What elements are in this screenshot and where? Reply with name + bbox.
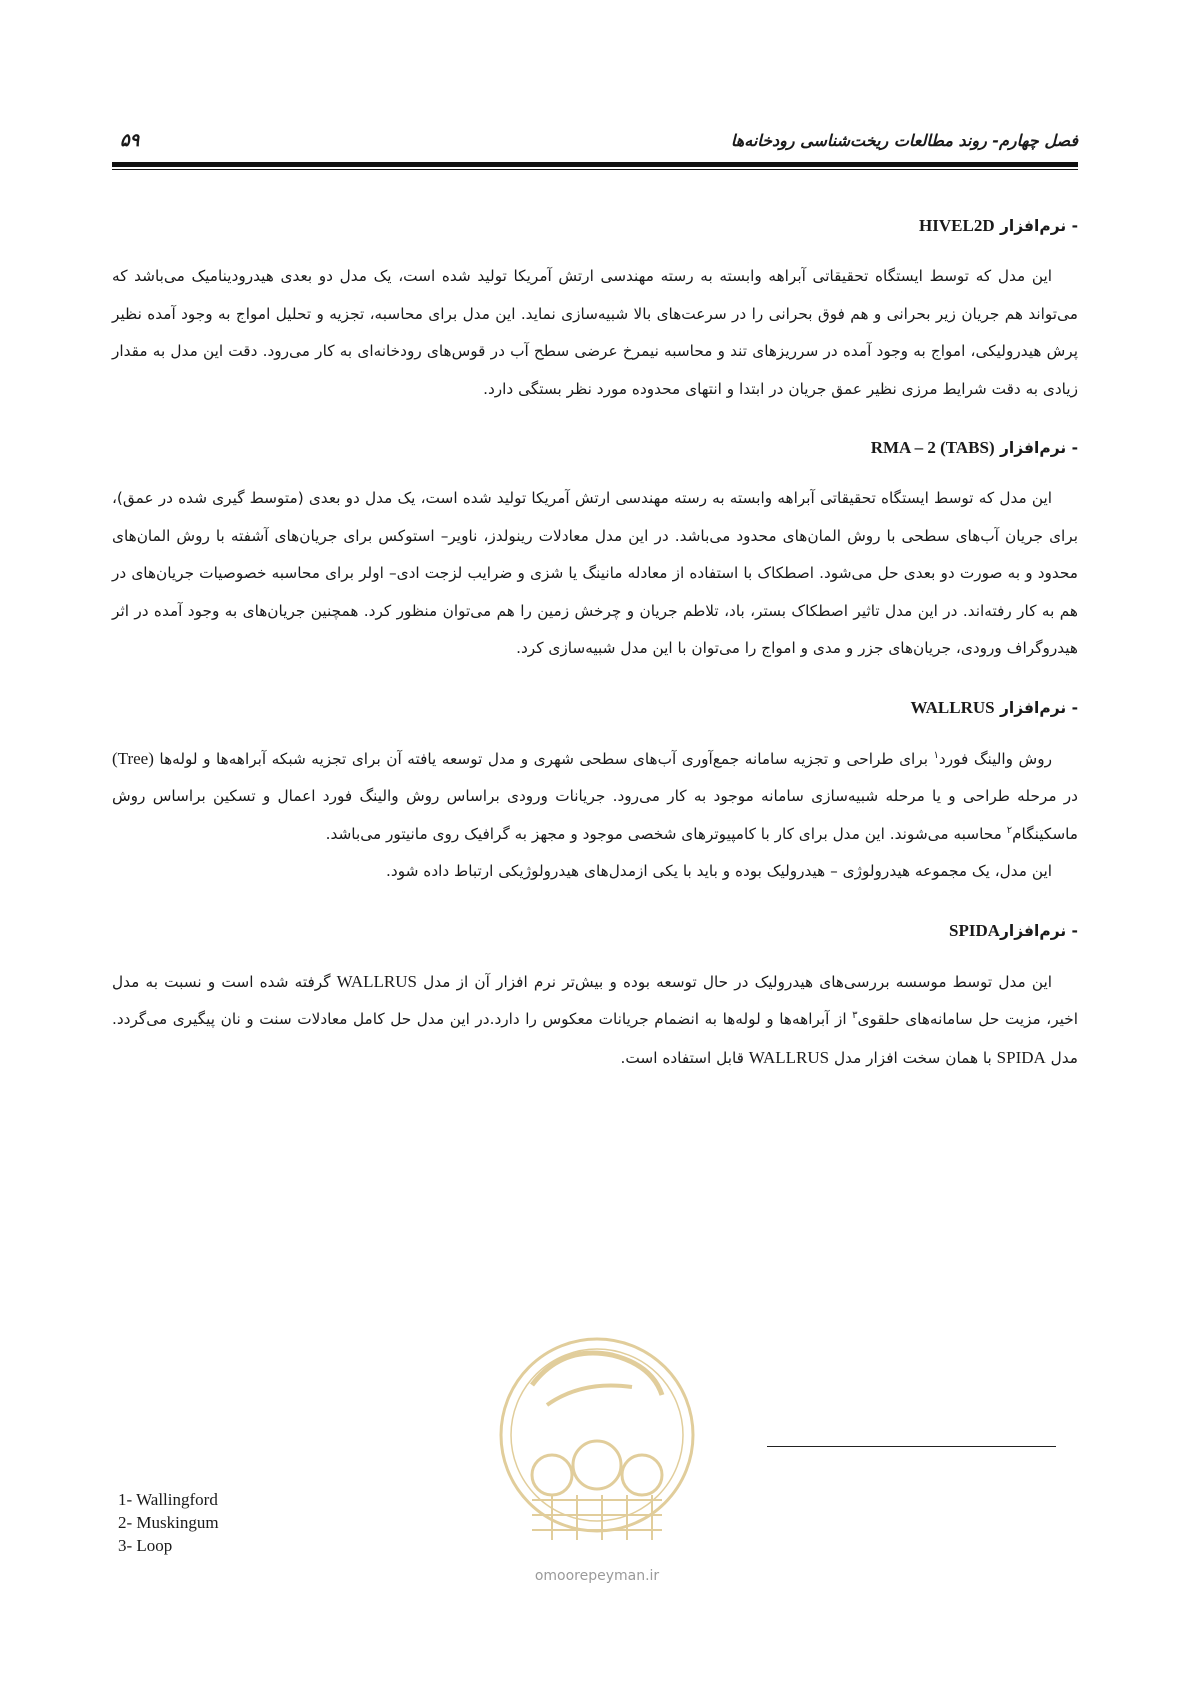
watermark-site: omoorepeyman.ir (534, 1568, 660, 1584)
section-paragraph: این مدل، یک مجموعه هیدرولوژی – هیدرولیک بوده و باید با یکی ازمدل‌های هیدرولوژیکی ارتباط داده شود. (386, 862, 1052, 880)
footnote-1: 1- Wallingford (118, 1490, 218, 1509)
section-wallrus (112, 696, 1078, 891)
section-heading: - نرم‌افزار HIVEL2D (919, 216, 1078, 235)
footnote-ref: ۳ (852, 1009, 858, 1021)
page-header (112, 128, 1078, 154)
section-spida (112, 919, 1078, 1078)
section-paragraph: روش والینگ فورد$^۱$ برای طراحی و تجزیه سامانه جمع‌آوری آب‌های سطحی شهری و مدل توسعه یافته آن برای تجزیه شبکه آبراهه‌ها و لوله‌ها (Tree) در مرحله طراحی و یا مرحله شبیه‌سازی سامانه موجود به کار می‌رود. جریانات ورودی براساس روش والینگ فورد اعمال و تسکین براساس روش ماسکینگام$^۲$ محاسبه می‌شوند. این مدل برای کار با کامپیوترهای شخصی موجود و مجهز به گرافیک روی مانیتور می‌باشد. (112, 748, 1078, 843)
footnotes (118, 1488, 219, 1557)
watermark-seal-icon (492, 1325, 702, 1565)
section-heading: - نرم‌افزار WALLRUS (910, 697, 1078, 717)
header-rule-thick (112, 162, 1078, 167)
footnote-ref: ۲ (1006, 824, 1013, 836)
section-paragraph: این مدل توسط موسسه بررسی‌های هیدرولیک در حال توسعه بوده و بیش‌تر نرم افزار آن از مدل WALLRUS گرفته شده است و نسبت به مدل اخیر، مزیت حل سامانه‌های حلقوی$^۳$ از آبراهه‌ها و لوله‌ها به انضمام جریانات معکوس را دارد.در این مدل حل کامل معادلات سنت و نان پیگیری می‌گردد. مدل SPIDA با همان سخت افزار مدل WALLRUS قابل استفاده است. (112, 971, 1079, 1067)
section-heading: - نرم‌افزارSPIDA (948, 920, 1078, 940)
chapter-title: فصل چهارم- روند مطالعات ریخت‌شناسی رودخانه‌ها (730, 131, 1078, 150)
page-number: ۵۹ (120, 130, 140, 151)
section-hivel2d (112, 214, 1078, 408)
page-body (112, 214, 1078, 1105)
section-rma2 (112, 436, 1078, 668)
section-paragraph: این مدل که توسط ایستگاه تحقیقاتی آبراهه وابسته به رسته مهندسی ارتش آمریکا تولید شده است، یک مدل دو بعدی (متوسط گیری شده در عمق)، برای جریان آب‌های سطحی با روش المان‌های محدود می‌باشد. در این مدل معادلات رینولدز، ناویر– استوکس برای جریان‌های آشفته با روش المان‌های محدود و به صورت دو بعدی حل می‌شود. اصطکاک با استفاده از معادله مانینگ یا شزی و ضرایب لزجت ادی– اولر برای محاسبه خصوصیات جریان‌های در هم به کار رفته‌اند. در این مدل تاثیر اصطکاک بستر، باد، تلاطم جریان و چرخش زمین را هم می‌توان منظور کرد. همچنین جریان‌های به وجود آمده در اثر هیدروگراف ورودی، جریان‌های جزر و مدی و امواج را می‌توان با این مدل شبیه‌سازی کرد. (112, 489, 1078, 657)
footnote-2: 2- Muskingum (118, 1513, 219, 1532)
header-rule-thin (112, 169, 1078, 170)
section-paragraph: این مدل که توسط ایستگاه تحقیقاتی آبراهه وابسته به رسته مهندسی ارتش آمریکا تولید شده است، یک مدل دو بعدی هیدرودینامیک می‌باشد که می‌تواند هم جریان زیر بحرانی و هم فوق بحرانی را در سرعت‌های بالا شبیه‌سازی نماید. این مدل برای محاسبه، تجزیه و تحلیل امواج به وجود آمده نظیر پرش هیدرولیکی، امواج به وجود آمده در سرریزهای تند و محاسبه نیمرخ عرضی سطح آب در قوس‌های رودخانه‌ای به کار می‌رود. دقت این مدل به مقدار زیادی به دقت شرایط مرزی نظیر عمق جریان در ابتدا و انتهای محدوده مورد نظر بستگی دارد. (112, 267, 1078, 398)
footnote-3: 3- Loop (118, 1536, 173, 1555)
footnote-rule (767, 1446, 1056, 1447)
section-heading: - نرم‌افزار RMA – 2 (TABS) (870, 438, 1078, 457)
footnote-ref: ۱ (933, 749, 939, 761)
